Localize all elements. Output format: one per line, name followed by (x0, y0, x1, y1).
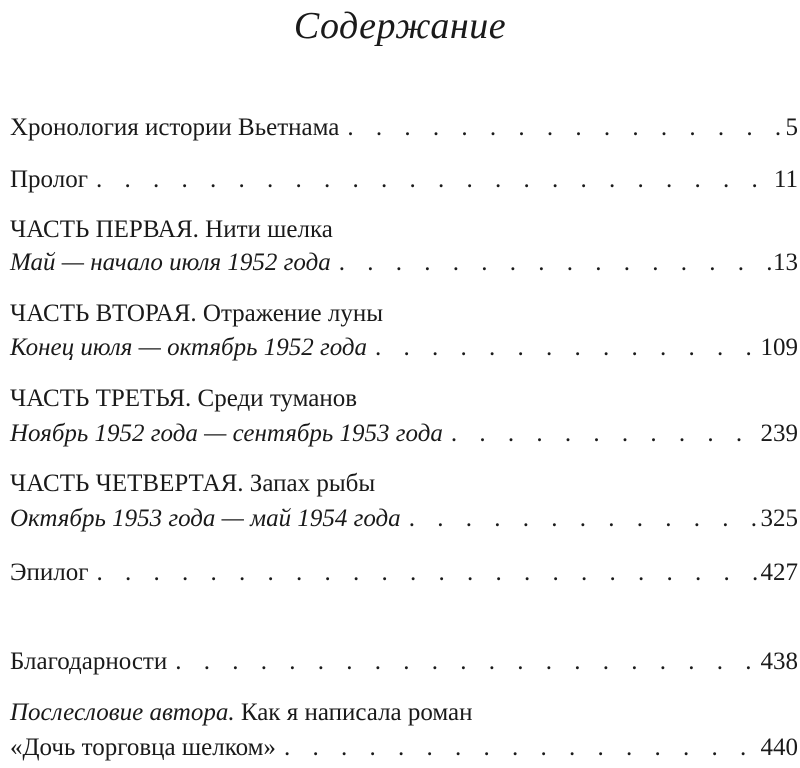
toc-page-number: 5 (785, 114, 798, 141)
page-title: Содержание (293, 5, 507, 47)
toc-page-number: 13 (773, 249, 798, 276)
toc-page-number: 438 (760, 648, 798, 675)
dot-leader (167, 645, 760, 679)
toc-entry-acknowledgements[interactable] (10, 645, 798, 679)
toc-entry-part-four[interactable] (10, 502, 798, 536)
toc-page-number: 239 (760, 420, 798, 447)
toc-entry-subtitle: Октябрь 1953 года — май 1954 года (10, 505, 401, 532)
toc-entry-part-three[interactable] (10, 417, 798, 451)
dot-leader (367, 331, 760, 365)
toc-part-heading: ЧАСТЬ ЧЕТВЕРТАЯ. Запах рыбы (10, 470, 376, 497)
toc-entry-title: Эпилог (10, 559, 89, 586)
toc-part-heading: ЧАСТЬ ВТОРАЯ. Отражение луны (10, 300, 384, 327)
dot-leader (89, 556, 761, 590)
toc-entry-title: «Дочь торговца шелком» (10, 734, 276, 761)
dot-leader (331, 246, 773, 280)
toc-entry-subtitle: Конец июля — октябрь 1952 года (10, 334, 368, 361)
toc-entry-subtitle: Май — начало июля 1952 года (10, 249, 331, 276)
dot-leader (276, 731, 761, 765)
toc-entry-title: Благодарности (10, 648, 168, 675)
toc-entry-epilogue[interactable] (10, 556, 798, 590)
toc-part-heading: ЧАСТЬ ТРЕТЬЯ. Среди туманов (10, 385, 358, 412)
toc-page-number: 325 (760, 505, 798, 532)
dot-leader (401, 502, 761, 536)
toc-entry-prologue[interactable] (10, 163, 798, 197)
toc-entry-chronology[interactable] (10, 111, 798, 145)
toc-entry-afterword[interactable] (10, 731, 798, 765)
toc-entry-title: Пролог (10, 166, 88, 193)
toc-page-number: 440 (760, 734, 798, 761)
dot-leader (339, 111, 785, 145)
toc-page-number: 11 (773, 166, 798, 193)
toc-page-number: 427 (760, 559, 798, 586)
toc-afterword-heading (10, 696, 798, 730)
afterword-title: Как я написала роман (240, 699, 473, 726)
toc-entry-part-two[interactable] (10, 331, 798, 365)
toc-entry-subtitle: Ноябрь 1952 года — сентябрь 1953 года (10, 420, 443, 447)
dot-leader (88, 163, 774, 197)
afterword-label: Послесловие автора. (10, 699, 235, 726)
toc-page-number: 109 (760, 334, 798, 361)
toc-part-heading: ЧАСТЬ ПЕРВАЯ. Нити шелка (10, 216, 333, 243)
toc-entry-title: Хронология истории Вьетнама (10, 114, 340, 141)
toc-entry-part-one[interactable] (10, 246, 798, 280)
dot-leader (443, 417, 761, 451)
